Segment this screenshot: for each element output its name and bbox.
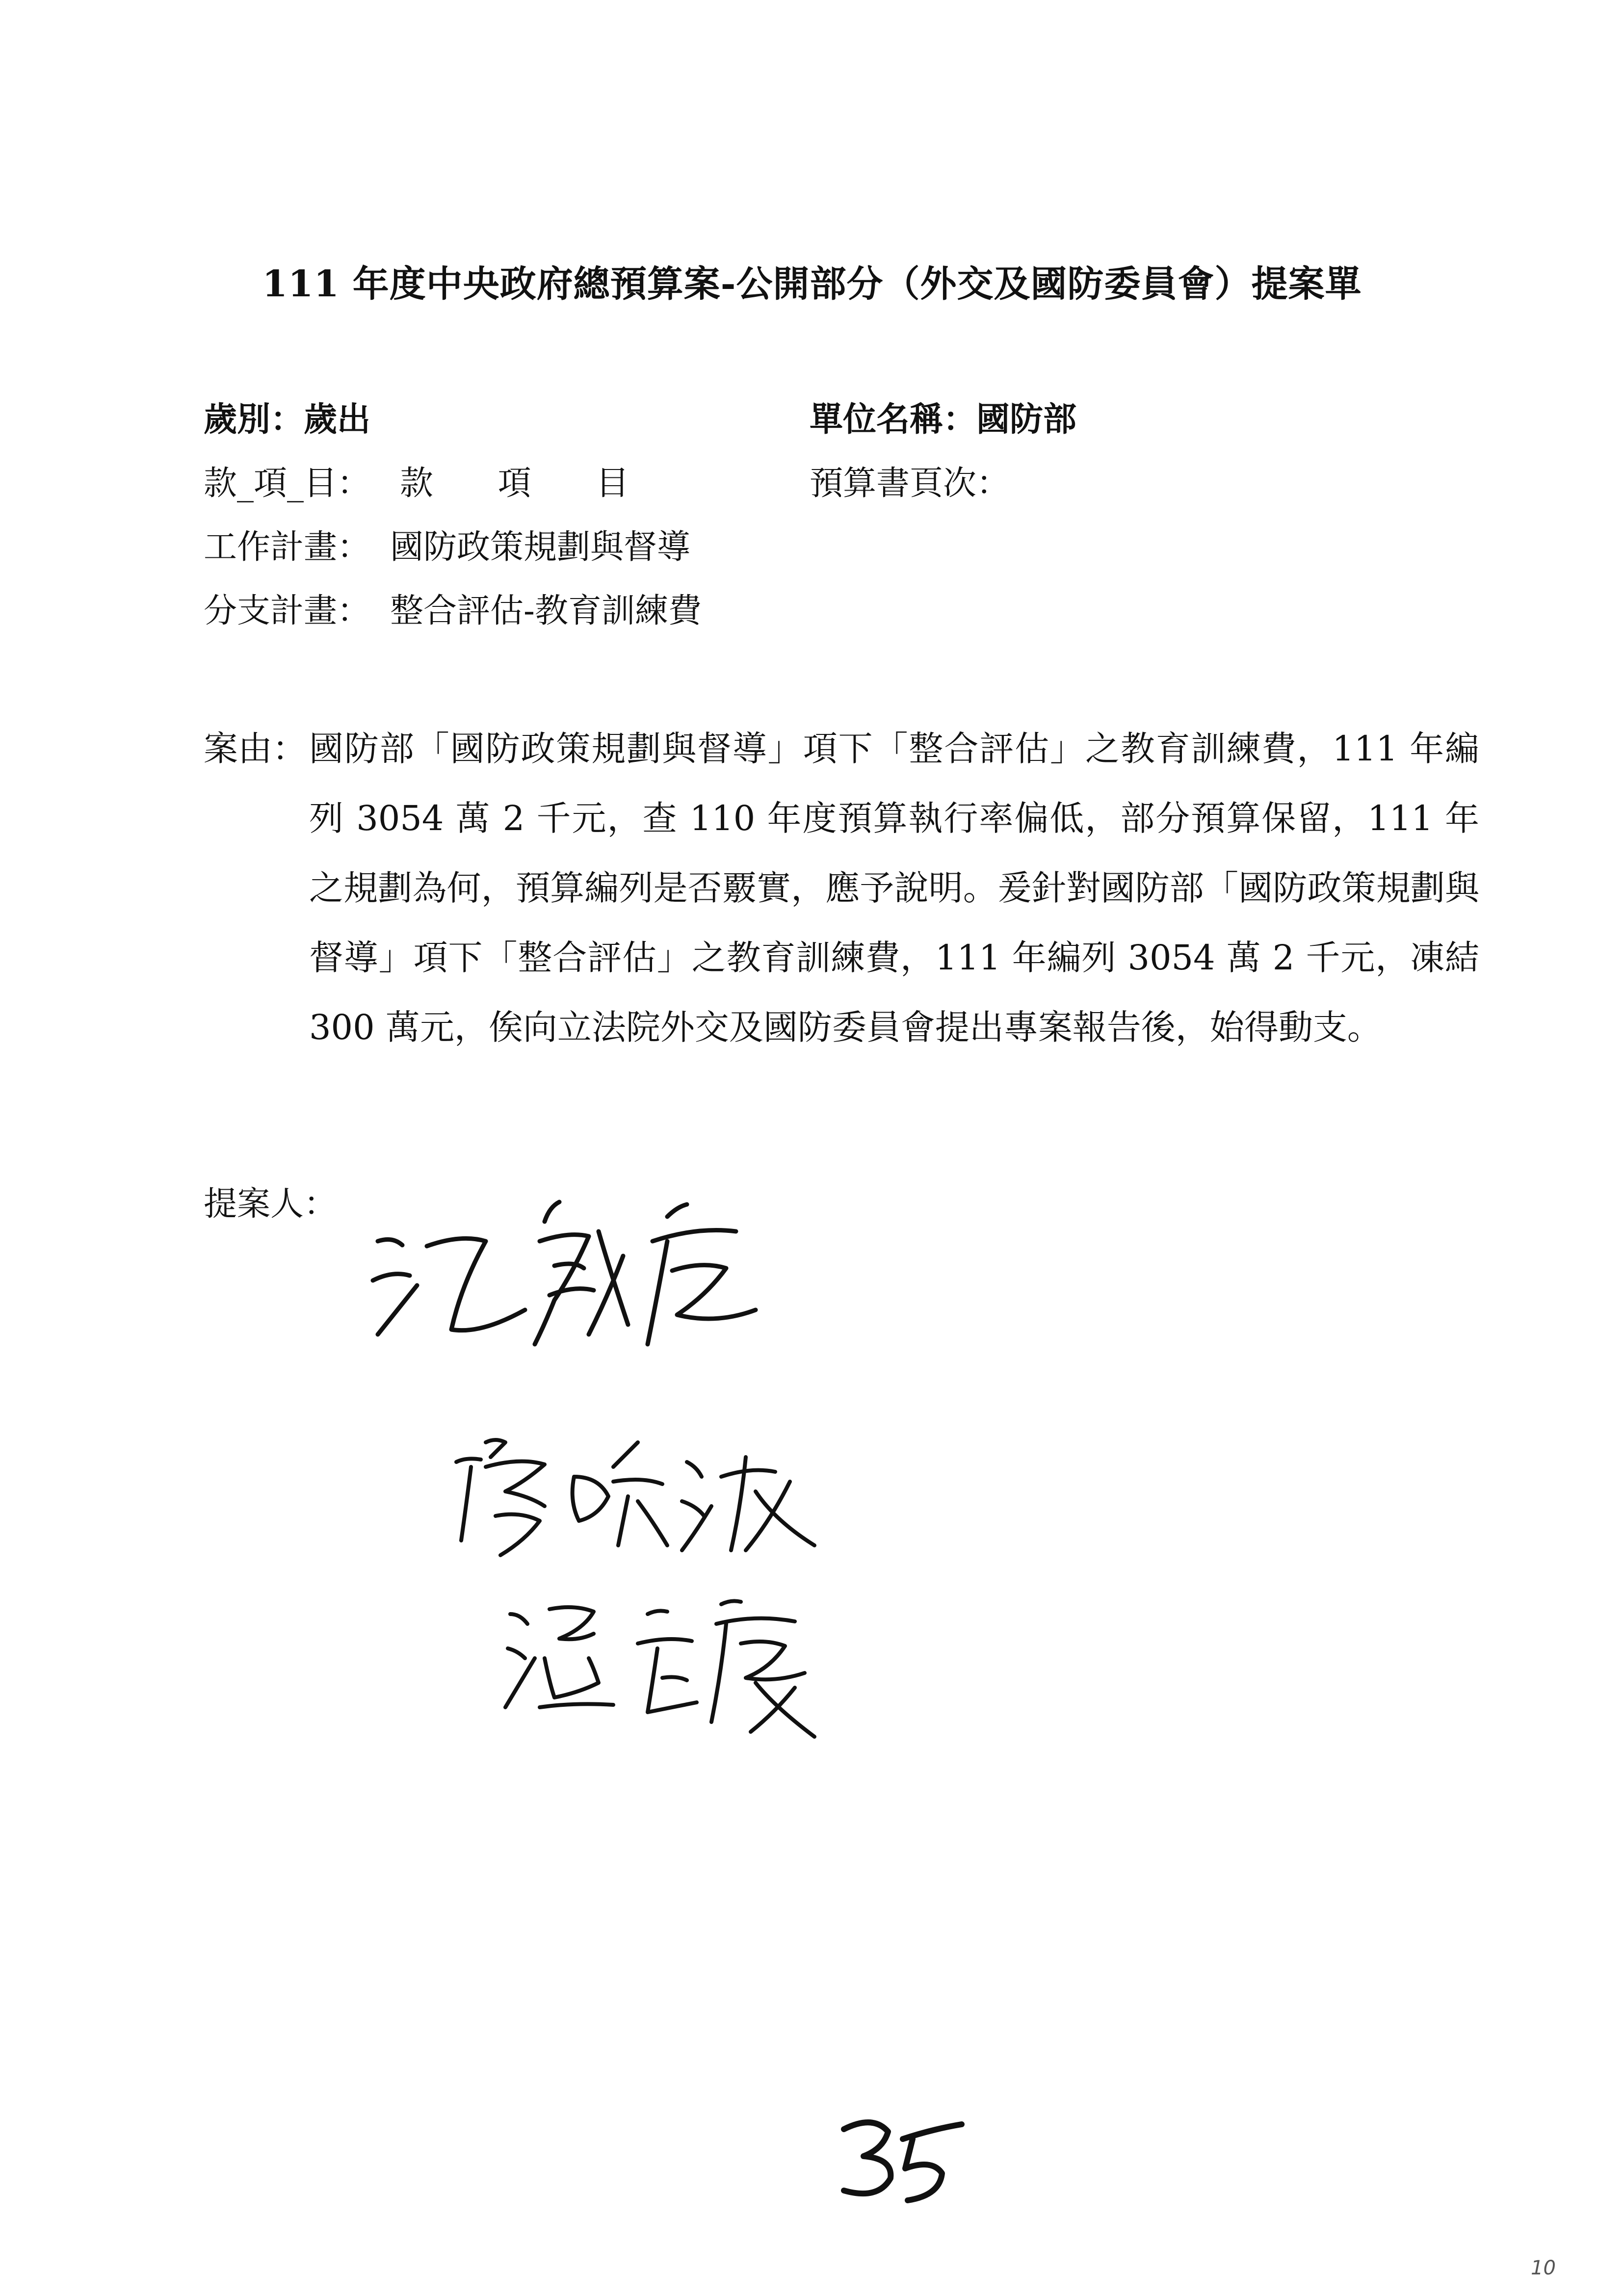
category-row <box>204 388 702 452</box>
branch-plan-value: 整合評估-教育訓練費 <box>390 592 702 630</box>
page-ref-label: 預算書頁次： <box>810 464 1010 503</box>
work-plan-label: 工作計畫： <box>204 528 371 567</box>
work-plan-value: 國防政策規劃與督導 <box>390 528 691 567</box>
meta-left-column <box>204 388 702 643</box>
section-label: 款_項_目： <box>204 464 371 503</box>
page-ref-row <box>810 452 1076 516</box>
document-title: 111 年度中央政府總預算案-公開部分（外交及國防委員會）提案單 <box>262 263 1362 305</box>
unit-label: 單位名稱： <box>810 400 977 439</box>
unit-value: 國防部 <box>976 400 1077 439</box>
signature-2 <box>451 1423 834 1560</box>
branch-plan-label: 分支計畫： <box>204 592 371 630</box>
proposer-label: 提案人： <box>204 1185 338 1224</box>
unit-row <box>810 388 1076 452</box>
category-label: 歲別： <box>204 400 304 439</box>
section-value: 款 項 目 <box>400 464 656 503</box>
signature-3 <box>500 1585 834 1742</box>
work-plan-row <box>204 516 702 579</box>
branch-plan-row <box>204 579 702 643</box>
signature-1 <box>363 1187 765 1354</box>
category-value: 歲出 <box>304 400 371 439</box>
handwritten-page-number <box>834 2110 981 2210</box>
meta-right-column <box>810 388 1076 516</box>
section-row <box>204 452 702 516</box>
corner-mark: 10 <box>1531 2257 1556 2279</box>
reason-label: 案由： <box>204 729 307 769</box>
reason-text: 國防部「國防政策規劃與督導」項下「整合評估」之教育訓練費，111 年編列 3054 萬 2 千元，查 110 年度預算執行率偏低，部分預算保留，111 年之規劃為何，預算編列是否覈實，應予說明。爰針對國防部「國防政策規劃與督導」項下「整合評估」之教育訓練費，111 年編列 3054 萬 2 千元，凍結 300 萬元，俟向立法院外交及國防委員會提出專案報告後，始得動支。 <box>309 729 1479 1047</box>
